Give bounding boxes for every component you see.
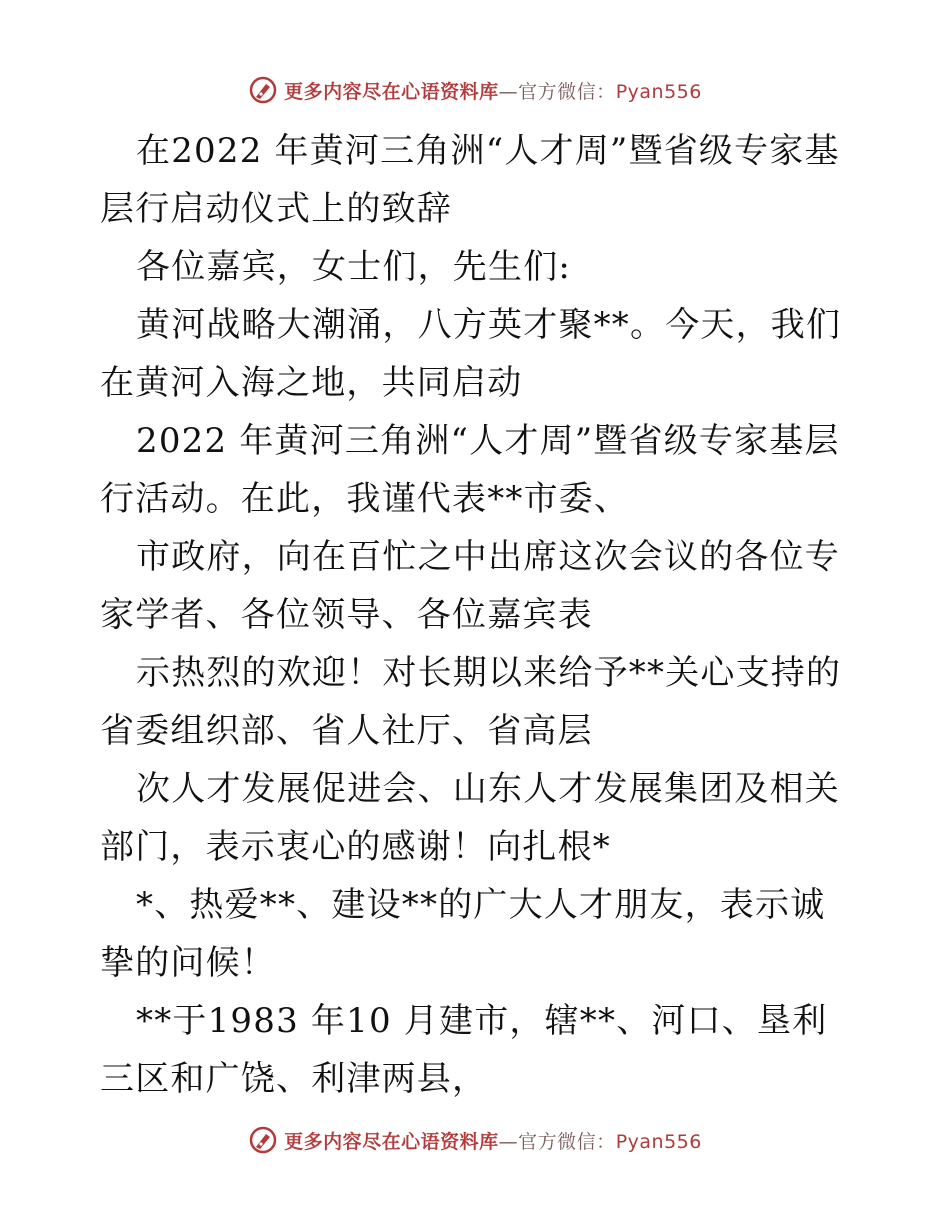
body-paragraph: 市政府，向在百忙之中出席这次会议的各位专家学者、各位领导、各位嘉宾表 bbox=[100, 537, 840, 635]
body-paragraph: **于1983 年10 月建市，辖**、河口、垦利三区和广饶、利津两县， bbox=[100, 1001, 828, 1099]
banner-wechat-id: Pyan556 bbox=[615, 80, 702, 103]
body-paragraph: 黄河战略大潮涌，八方英才聚**。今天，我们在黄河入海之地，共同启动 bbox=[100, 305, 842, 403]
banner-site-name: 更多内容尽在心语资料库 bbox=[284, 1130, 499, 1153]
banner-separator: —官方微信： bbox=[498, 1130, 616, 1153]
salutation: 各位嘉宾，女士们，先生们: bbox=[136, 247, 572, 287]
body-paragraph: 示热烈的欢迎！对长期以来给予**关心支持的省委组织部、省人社厅、省高层 bbox=[100, 653, 842, 751]
pen-nib-logo-icon bbox=[248, 75, 278, 105]
body-paragraph: 次人才发展促进会、山东人才发展集团及相关部门，表示衷心的感谢！向扎根* bbox=[100, 769, 840, 867]
banner-site-name: 更多内容尽在心语资料库 bbox=[284, 80, 499, 103]
pen-nib-logo-icon bbox=[248, 1125, 278, 1155]
banner-text bbox=[284, 1127, 702, 1154]
body-paragraph: *、热爱**、建设**的广大人才朋友，表示诚挚的问候！ bbox=[100, 885, 826, 983]
banner-wechat-id: Pyan556 bbox=[615, 1130, 702, 1153]
banner-text bbox=[284, 77, 702, 104]
document-body bbox=[100, 122, 860, 1108]
speech-title: 在2022 年黄河三角洲“人才周”暨省级专家基层行启动仪式上的致辞 bbox=[100, 131, 840, 229]
header-watermark-banner bbox=[0, 70, 950, 110]
banner-separator: —官方微信： bbox=[498, 80, 616, 103]
footer-watermark-banner bbox=[0, 1120, 950, 1160]
body-paragraph: 2022 年黄河三角洲“人才周”暨省级专家基层行活动。在此，我谨代表**市委、 bbox=[100, 421, 840, 519]
